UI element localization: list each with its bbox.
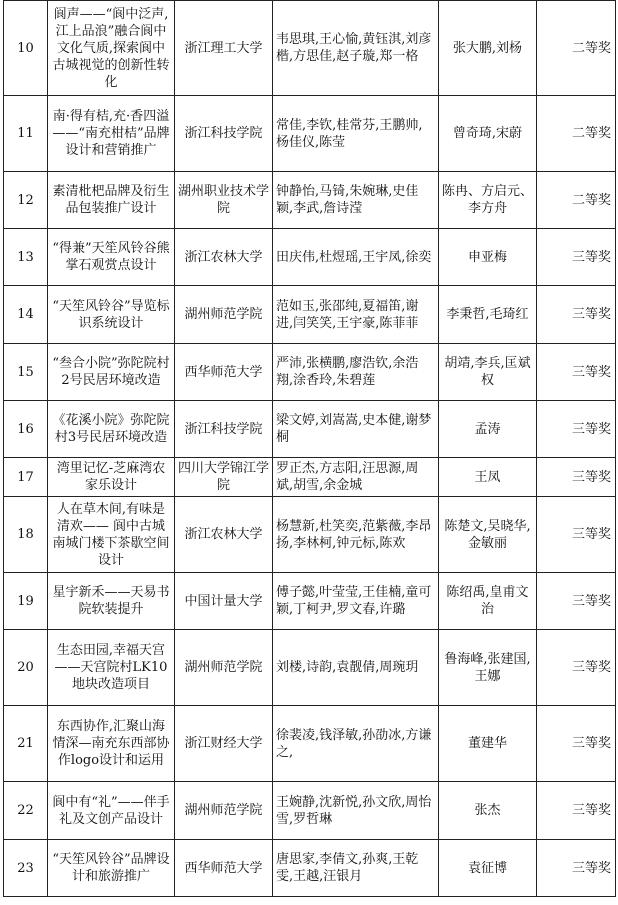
advisor-names: 申亚梅 (439, 229, 537, 286)
project-title: 湾里记忆-芝麻湾农家乐设计 (48, 458, 175, 497)
table-row (4, 344, 616, 401)
school-name: 浙江科技学院 (175, 96, 273, 172)
table-row (4, 96, 616, 172)
award-level: 三等奖 (537, 840, 616, 897)
award-level: 三等奖 (537, 573, 616, 630)
table-row (4, 229, 616, 286)
table-row (4, 706, 616, 782)
advisor-names: 陈冉、方启元、李方舟 (439, 172, 537, 229)
project-title: “天笙风铃谷”导览标识系统设计 (48, 286, 175, 344)
advisor-names: 曾奇琦,宋蔚 (439, 96, 537, 172)
row-number: 13 (4, 229, 48, 286)
school-name: 湖州职业技术学院 (175, 172, 273, 229)
row-number: 20 (4, 630, 48, 706)
student-names: 范如玉,张邵纯,夏福笛,谢进,闫笑笑,王宇豪,陈菲菲 (273, 286, 439, 344)
row-number: 23 (4, 840, 48, 897)
advisor-names: 胡靖,李兵,匡斌权 (439, 344, 537, 401)
student-names: 常佳,李钦,桂常芬,王鹏帅,杨佳仪,陈莹 (273, 96, 439, 172)
advisor-names: 王凤 (439, 458, 537, 497)
school-name: 浙江农林大学 (175, 229, 273, 286)
project-title: 人在草木间,有味是清欢—— 阆中古城南城门楼下茶歇空间设计 (48, 497, 175, 573)
school-name: 湖州师范学院 (175, 630, 273, 706)
student-names: 钟静怡,马锜,朱婉琳,史佳颖,李武,詹诗滢 (273, 172, 439, 229)
student-names: 田庆伟,杜煜瑶,王宇凤,徐奕 (273, 229, 439, 286)
table-row (4, 840, 616, 897)
award-level: 三等奖 (537, 706, 616, 782)
school-name: 中国计量大学 (175, 573, 273, 630)
award-level: 二等奖 (537, 172, 616, 229)
project-title: 南·得有桔,充·香四溢——“南充柑桔”品牌设计和营销推广 (48, 96, 175, 172)
student-names: 梁文婷,刘嵩嵩,史本健,谢梦桐 (273, 401, 439, 458)
school-name: 湖州师范学院 (175, 286, 273, 344)
project-title: “天笙风铃谷”品牌设计和旅游推广 (48, 840, 175, 897)
award-level: 三等奖 (537, 229, 616, 286)
award-level: 二等奖 (537, 96, 616, 172)
school-name: 西华师范大学 (175, 344, 273, 401)
awards-table (3, 0, 616, 897)
row-number: 11 (4, 96, 48, 172)
project-title: 阆中有“礼”——伴手礼及文创产品设计 (48, 782, 175, 840)
table-row (4, 172, 616, 229)
student-names: 唐思家,李倩文,孙爽,王乾雯,王越,汪银月 (273, 840, 439, 897)
school-name: 浙江财经大学 (175, 706, 273, 782)
advisor-names: 鲁海峰,张建国,王娜 (439, 630, 537, 706)
table-row (4, 458, 616, 497)
row-number: 19 (4, 573, 48, 630)
project-title: 素清枇杷品牌及衍生品包装推广设计 (48, 172, 175, 229)
advisor-names: 陈绍禹,皇甫文治 (439, 573, 537, 630)
advisor-names: 张大鹏,刘杨 (439, 1, 537, 96)
school-name: 浙江理工大学 (175, 1, 273, 96)
project-title: 生态田园,幸福天宫——天宫院村LK10地块改造项目 (48, 630, 175, 706)
project-title: 星宇新禾——天易书院软装提升 (48, 573, 175, 630)
student-names: 严沛,张横鹏,廖浩钦,余浩翔,涂香玲,朱碧莲 (273, 344, 439, 401)
row-number: 18 (4, 497, 48, 573)
project-title: 阆声——“阆中泛声,江上品浪”融合阆中文化气质,探索阆中古城视觉的创新性转化 (48, 1, 175, 96)
project-title: 《花溪小院》弥陀院村3号民居环境改造 (48, 401, 175, 458)
school-name: 浙江科技学院 (175, 401, 273, 458)
table-row (4, 1, 616, 96)
student-names: 傅子懿,叶莹莹,王佳楠,童可颖,丁柯尹,罗文春,许璐 (273, 573, 439, 630)
student-names: 罗正杰,方志阳,汪思源,周斌,胡雪,余金城 (273, 458, 439, 497)
advisor-names: 张杰 (439, 782, 537, 840)
student-names: 徐裴凌,钱泽敏,孙劭冰,方谦之, (273, 706, 439, 782)
table-row (4, 497, 616, 573)
student-names: 刘楼,诗韵,袁靓倩,周琬玥 (273, 630, 439, 706)
student-names: 王婉静,沈新悦,孙文欣,周怡雪,罗哲琳 (273, 782, 439, 840)
award-level: 二等奖 (537, 1, 616, 96)
project-title: 东西协作,汇聚山海情深—南充东西部协作logo设计和运用 (48, 706, 175, 782)
table-row (4, 401, 616, 458)
advisor-names: 陈楚文,吴晓华,金敏丽 (439, 497, 537, 573)
award-level: 三等奖 (537, 286, 616, 344)
row-number: 14 (4, 286, 48, 344)
row-number: 16 (4, 401, 48, 458)
project-title: “叁合小院”弥陀院村2号民居环境改造 (48, 344, 175, 401)
student-names: 杨慧新,杜笑奕,范紫薇,李昂扬,李林柯,钟元标,陈欢 (273, 497, 439, 573)
row-number: 21 (4, 706, 48, 782)
advisor-names: 董建华 (439, 706, 537, 782)
award-level: 三等奖 (537, 344, 616, 401)
award-level: 三等奖 (537, 630, 616, 706)
row-number: 17 (4, 458, 48, 497)
award-level: 三等奖 (537, 458, 616, 497)
table-row (4, 782, 616, 840)
row-number: 12 (4, 172, 48, 229)
table-row (4, 286, 616, 344)
row-number: 10 (4, 1, 48, 96)
advisor-names: 袁征博 (439, 840, 537, 897)
student-names: 韦思琪,王心愉,黄钰淇,刘彦楷,方思佳,赵子璇,郑一格 (273, 1, 439, 96)
award-level: 三等奖 (537, 782, 616, 840)
award-level: 三等奖 (537, 401, 616, 458)
school-name: 西华师范大学 (175, 840, 273, 897)
table-row (4, 630, 616, 706)
row-number: 22 (4, 782, 48, 840)
project-title: “得兼”天笙风铃谷熊掌石观赏点设计 (48, 229, 175, 286)
advisor-names: 李秉哲,毛琦红 (439, 286, 537, 344)
table-row (4, 573, 616, 630)
school-name: 湖州师范学院 (175, 782, 273, 840)
row-number: 15 (4, 344, 48, 401)
school-name: 浙江农林大学 (175, 497, 273, 573)
award-level: 三等奖 (537, 497, 616, 573)
school-name: 四川大学锦江学院 (175, 458, 273, 497)
advisor-names: 孟涛 (439, 401, 537, 458)
